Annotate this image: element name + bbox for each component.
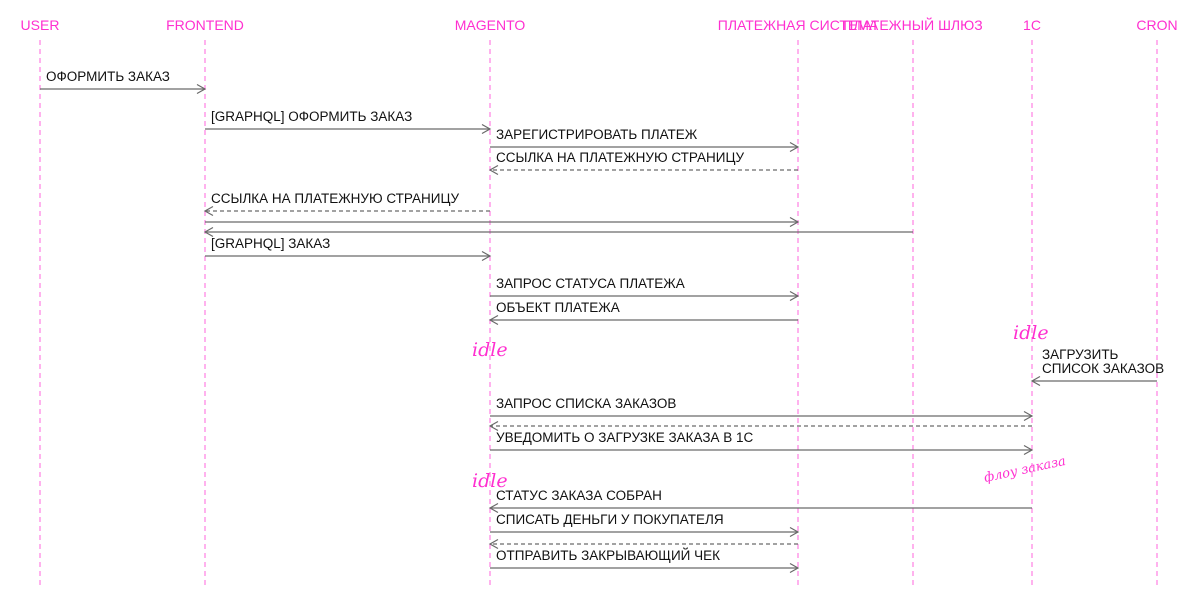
actor-label-user: USER: [20, 17, 60, 33]
message-arrow: [490, 396, 1032, 421]
message-label: ССЫЛКА НА ПЛАТЕЖНУЮ СТРАНИЦУ: [496, 150, 745, 165]
message-arrow: [490, 127, 798, 152]
message-label: [GRAPHQL] ОФОРМИТЬ ЗАКАЗ: [211, 109, 413, 124]
message-arrow: [205, 109, 490, 134]
message-arrow: [490, 430, 1032, 455]
message-label-line: СПИСОК ЗАКАЗОВ: [1042, 361, 1165, 376]
message-arrow: [490, 300, 798, 325]
actor-label-frontend: FRONTEND: [166, 17, 244, 33]
message-label: ЗАПРОС СПИСКА ЗАКАЗОВ: [496, 396, 677, 411]
actor-label-cron: CRON: [1136, 17, 1178, 33]
message-label: УВЕДОМИТЬ О ЗАГРУЗКЕ ЗАКАЗА В 1С: [496, 430, 754, 445]
message-label: ССЫЛКА НА ПЛАТЕЖНУЮ СТРАНИЦУ: [211, 191, 460, 206]
message-label: СПИСАТЬ ДЕНЬГИ У ПОКУПАТЕЛЯ: [496, 512, 724, 527]
message-label: СТАТУС ЗАКАЗА СОБРАН: [496, 488, 662, 503]
actor-label-payment_system: ПЛАТЕЖНАЯ СИСТЕМА: [717, 17, 879, 33]
actor-label-payment_gateway: ПЛАТЕЖНЫЙ ШЛЮЗ: [843, 17, 983, 33]
handwritten-annotation: idle: [472, 339, 508, 361]
handwritten-annotation: idle: [1013, 322, 1049, 344]
message-label-line: ЗАГРУЗИТЬ: [1042, 347, 1119, 362]
message-arrow: [490, 276, 798, 301]
actor-label-one_c: 1С: [1023, 17, 1041, 33]
message-label: ЗАПРОС СТАТУСА ПЛАТЕЖА: [496, 276, 685, 291]
message-arrow: [490, 512, 798, 537]
message-arrow: [205, 236, 490, 261]
message-label: ОТПРАВИТЬ ЗАКРЫВАЮЩИЙ ЧЕК: [496, 548, 720, 563]
handwritten-annotation: idle: [472, 470, 508, 492]
message-arrow: [205, 191, 490, 216]
message-arrow: [490, 548, 798, 573]
message-label: ОБЪЕКТ ПЛАТЕЖА: [496, 300, 620, 315]
message-arrow: [490, 488, 1032, 513]
message-label: ОФОРМИТЬ ЗАКАЗ: [46, 69, 170, 84]
message-arrow: [1032, 347, 1164, 386]
message-arrow: [40, 69, 205, 94]
message-arrow: [205, 218, 798, 227]
handwritten-annotation: флоу заказа: [982, 453, 1068, 486]
message-label: ЗАРЕГИСТРИРОВАТЬ ПЛАТЕЖ: [496, 127, 698, 142]
message-label: [GRAPHQL] ЗАКАЗ: [211, 236, 331, 251]
actor-label-magento: MAGENTO: [454, 17, 526, 33]
message-arrow: [490, 150, 798, 175]
message-label: [1042, 347, 1164, 376]
